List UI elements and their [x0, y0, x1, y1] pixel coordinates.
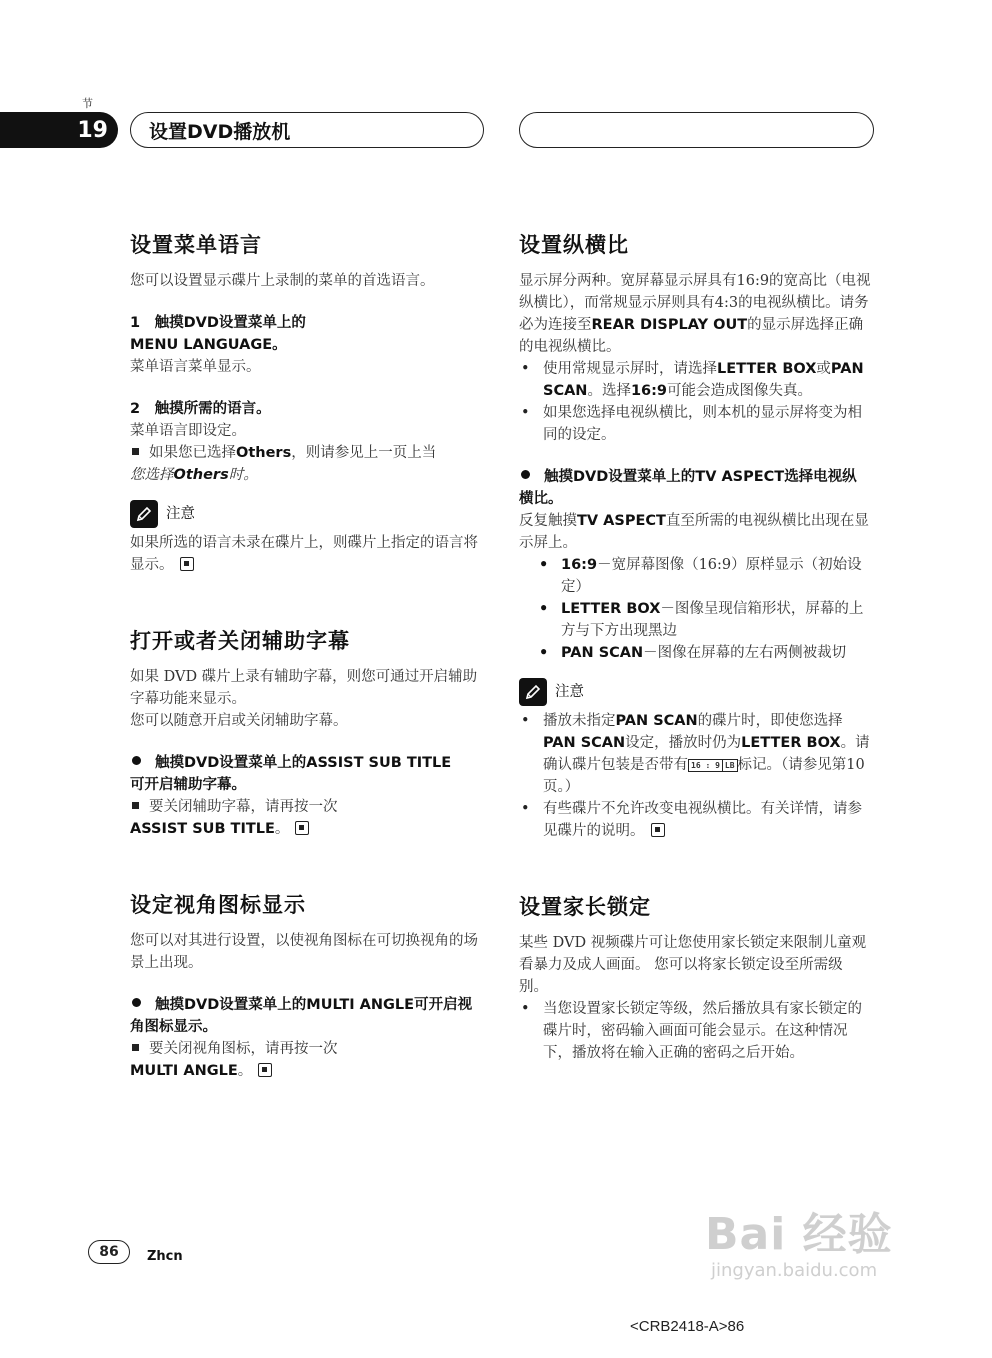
subtitle-intro2: 您可以随意开启或关闭辅助字幕。 [130, 713, 348, 729]
end-mark-icon [651, 823, 665, 837]
section-number-badge: 19 [0, 112, 118, 148]
left-column [130, 230, 482, 1082]
step2-body: 菜单语言即设定。 [130, 423, 246, 439]
section-label: 节 [82, 97, 93, 110]
page-number: 86 [88, 1240, 130, 1264]
square-bullet-icon [132, 1044, 139, 1051]
option-16-9: • 16:9－宽屏幕图像（16:9）原样显示（初始设定） [519, 554, 871, 598]
right-column [519, 230, 871, 1064]
aspect-note2: • 有些碟片不允许改变电视纵横比。有关详情，请参见碟片的说明。 [519, 798, 871, 842]
heading-menu-language: 设置菜单语言 [130, 233, 262, 257]
chapter-title: 设置DVD播放机 [130, 112, 484, 148]
aspect-badge-icon: 16 : 9 LB [688, 759, 738, 772]
aspect-note1: • 播放未指定PAN SCAN的碟片时，即使您选择PAN SCAN设定，播放时仍为LETTER BOX。请确认碟片包装是否带有 16 : 9 LB 标记。（请参见第10页。） [519, 710, 871, 798]
aspect-step: 触摸DVD设置菜单上的TV ASPECT选择电视纵横比。 [519, 469, 857, 507]
menu-language-intro: 您可以设置显示碟片上录制的菜单的首选语言。 [130, 273, 435, 289]
document-code: <CRB2418-A>86 [630, 1318, 745, 1335]
multi-angle-tip: 要关闭视角图标，请再按一次 MULTI ANGLE。 [130, 1041, 338, 1079]
note-label: 注意 [166, 506, 195, 522]
option-letter-box: • LETTER BOX－图像呈现信箱形状，屏幕的上方与下方出现黑边 [519, 598, 871, 642]
multi-angle-step: 触摸DVD设置菜单上的MULTI ANGLE可开启视角图标显示。 [130, 997, 473, 1035]
aspect-bullet1: • 使用常规显示屏时，请选择LETTER BOX或PAN SCAN。选择16:9可能会造成图像失真。 [519, 358, 871, 402]
step2: 2 触摸所需的语言。 [130, 401, 271, 417]
aspect-intro: 显示屏分两种。宽屏幕显示屏具有16:9的宽高比（电视纵横比），而常规显示屏则具有4:3的电视纵横比。请务必为连接至REAR DISPLAY OUT的显示屏选择正确的电视纵横比。 [519, 273, 871, 355]
square-bullet-icon [132, 448, 139, 455]
language-code: Zhcn [147, 1249, 183, 1264]
end-mark-icon [295, 821, 309, 835]
subtitle-step: 触摸DVD设置菜单上的ASSIST SUB TITLE 可开启辅助字幕。 [130, 755, 452, 793]
aspect-bullet2: • 如果您选择电视纵横比，则本机的显示屏将变为相同的设定。 [519, 402, 871, 446]
subtitle-intro1: 如果 DVD 碟片上录有辅助字幕，则您可通过开启辅助字幕功能来显示。 [130, 669, 478, 707]
bullet-dot-icon [132, 998, 141, 1007]
heading-aspect: 设置纵横比 [519, 233, 629, 257]
option-pan-scan: • PAN SCAN－图像在屏幕的左右两侧被裁切 [519, 642, 871, 664]
aspect-step-body: 反复触摸TV ASPECT直至所需的电视纵横比出现在显示屏上。 [519, 513, 869, 551]
note-body: 如果所选的语言未录在碟片上，则碟片上指定的语言将显示。 [130, 535, 478, 573]
heading-parental-lock: 设置家长锁定 [519, 895, 651, 919]
parental-intro: 某些 DVD 视频碟片可让您使用家长锁定来限制儿童观看暴力及成人画面。 您可以将家长锁定设至所需级别。 [519, 935, 867, 995]
heading-multi-angle: 设定视角图标显示 [130, 893, 306, 917]
end-mark-icon [180, 557, 194, 571]
parental-bullet: • 当您设置家长锁定等级，然后播放具有家长锁定的碟片时，密码输入画面可能会显示。在这种情况下，播放将在输入正确的密码之后开始。 [519, 998, 871, 1064]
bullet-dot-icon [521, 470, 530, 479]
bullet-dot-icon [132, 756, 141, 765]
note-label: 注意 [555, 684, 584, 700]
square-bullet-icon [132, 802, 139, 809]
step1-line1: 1 触摸DVD设置菜单上的 [130, 315, 306, 331]
heading-subtitle: 打开或者关闭辅助字幕 [130, 629, 350, 653]
blank-title-pill [519, 112, 874, 148]
pencil-icon [130, 500, 158, 528]
pencil-icon [519, 678, 547, 706]
subtitle-tip: 要关闭辅助字幕，请再按一次 ASSIST SUB TITLE。 [130, 799, 338, 837]
multi-angle-intro: 您可以对其进行设置，以使视角图标在可切换视角的场景上出现。 [130, 933, 478, 971]
step1-body: 菜单语言菜单显示。 [130, 359, 261, 375]
baidu-watermark: Bai 经验 jingyan.baidu.com [705, 1209, 893, 1281]
end-mark-icon [258, 1063, 272, 1077]
note-header [130, 500, 482, 528]
note-header [519, 678, 871, 706]
step1-line2: MENU LANGUAGE。 [130, 337, 287, 353]
step2-tip: 如果您已选择Others，则请参见上一页上当 您选择Others时。 [130, 445, 437, 483]
